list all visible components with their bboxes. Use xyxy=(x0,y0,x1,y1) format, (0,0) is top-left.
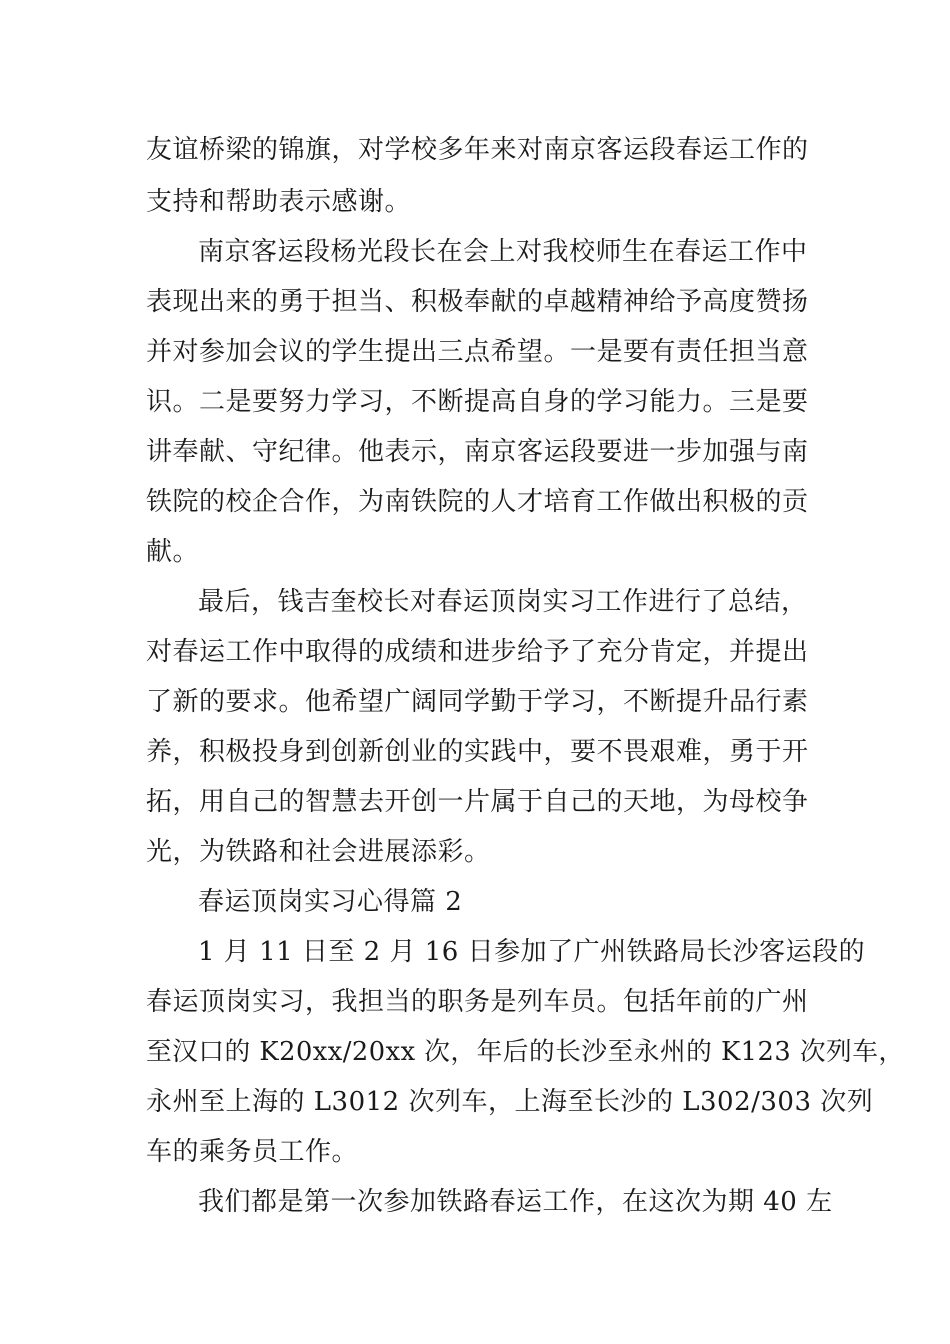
text-line: 春运顶岗实习，我担当的职务是列车员。包括年前的广州 xyxy=(146,987,809,1017)
text-line: 友谊桥梁的锦旗，对学校多年来对南京客运段春运工作的 xyxy=(146,135,809,165)
text-line: 识。二是要努力学习，不断提高自身的学习能力。三是要 xyxy=(146,387,809,417)
text-line: 支持和帮助表示感谢。 xyxy=(146,187,412,217)
text-line: 至汉口的 K20xx/20xx 次，年后的长沙至永州的 K123 次列车， xyxy=(146,1037,905,1067)
text-line: 献。 xyxy=(146,537,200,567)
text-line: 了新的要求。他希望广阔同学勤于学习，不断提升品行素 xyxy=(146,687,809,717)
text-line: 养，积极投身到创新创业的实践中，要不畏艰难，勇于开 xyxy=(146,737,809,767)
text-line: 并对参加会议的学生提出三点希望。一是要有责任担当意 xyxy=(146,337,809,367)
text-line: 讲奉献、守纪律。他表示，南京客运段要进一步加强与南 xyxy=(146,437,809,467)
text-line: 永州至上海的 L3012 次列车，上海至长沙的 L302/303 次列 xyxy=(146,1087,874,1117)
paragraph-start-line: 最后，钱吉奎校长对春运顶岗实习工作进行了总结， xyxy=(198,587,808,617)
text-line: 车的乘务员工作。 xyxy=(146,1137,359,1167)
text-line: 对春运工作中取得的成绩和进步给予了充分肯定，并提出 xyxy=(146,637,809,667)
paragraph-start-line: 我们都是第一次参加铁路春运工作，在这次为期 40 左 xyxy=(198,1187,833,1217)
text-line: 铁院的校企合作，为南铁院的人才培育工作做出积极的贡 xyxy=(146,487,809,517)
paragraph-start-line: 1 月 11 日至 2 月 16 日参加了广州铁路局长沙客运段的 xyxy=(198,937,866,967)
text-line: 拓，用自己的智慧去开创一片属于自己的天地，为母校争 xyxy=(146,787,809,817)
text-line: 光，为铁路和社会进展添彩。 xyxy=(146,837,491,867)
section-heading: 春运顶岗实习心得篇 2 xyxy=(198,887,463,917)
text-line: 表现出来的勇于担当、积极奉献的卓越精神给予高度赞扬 xyxy=(146,287,809,317)
paragraph-start-line: 南京客运段杨光段长在会上对我校师生在春运工作中 xyxy=(198,237,808,267)
